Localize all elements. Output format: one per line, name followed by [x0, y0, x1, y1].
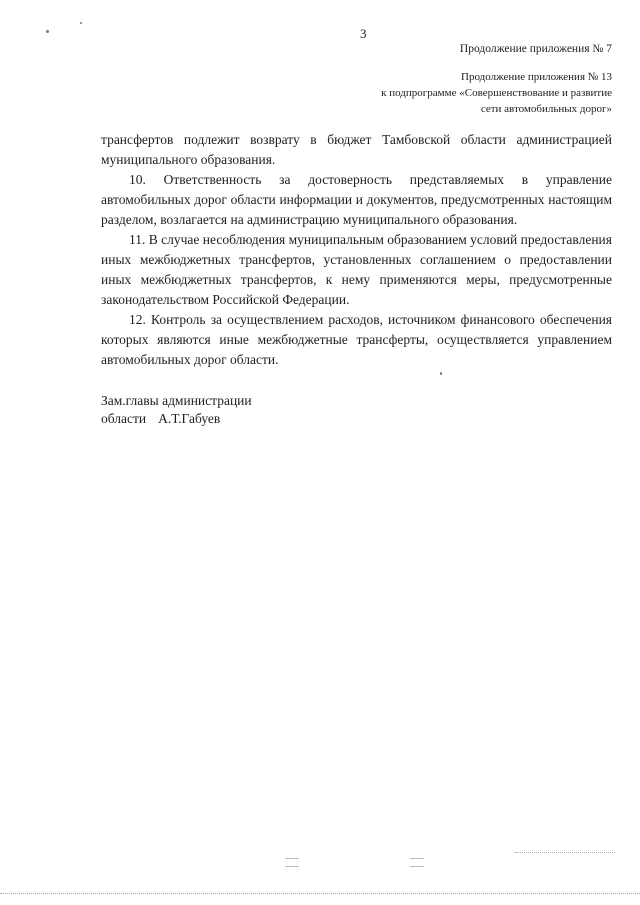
document-body [101, 130, 612, 370]
scan-noise-bottom [0, 893, 640, 895]
page-number: 3 [360, 26, 367, 41]
paragraph-10: 10. Ответственность за достоверность представляемых в управление автомобильных дорог области информации и документов, предусмотренных настоящим разделом, возлагается на администрацию муниципального образования. [101, 172, 612, 227]
scan-speck [46, 30, 49, 33]
scan-noise-mark [285, 858, 299, 859]
signature-position: Зам.главы администрации [101, 393, 252, 408]
scan-speck [440, 372, 442, 375]
scan-noise-mark [410, 866, 424, 867]
paragraph-12: 12. Контроль за осуществлением расходов, источником финансового обеспечения которых являются иные межбюджетные трансферты, осуществляется управлением автомобильных дорог области. [101, 312, 612, 367]
continuation-header-7: Продолжение приложения № 7 [459, 43, 612, 55]
scan-noise-mark [285, 866, 299, 867]
scan-noise-right [515, 852, 615, 854]
signature-name: А.Т.Габуев [158, 411, 221, 426]
scan-noise-mark [410, 858, 424, 859]
signature-line [101, 410, 252, 428]
signature-block [101, 392, 252, 428]
continuation-header-13: Продолжение приложения № 13 [461, 71, 612, 83]
subprogram-line-1: к подпрограмме «Совершенствование и развитие [381, 87, 612, 99]
paragraph-continuation: трансфертов подлежит возврату в бюджет Тамбовской области администрацией муниципального образования. [101, 132, 612, 167]
signature-region: области [101, 411, 147, 426]
subprogram-line-2: сети автомобильных дорог» [480, 103, 612, 115]
scan-speck [80, 22, 82, 24]
paragraph-11: 11. В случае несоблюдения муниципальным образованием условий предоставления иных межбюджетных трансфертов, установленных соглашением о предоставлении иных межбюджетных трансфертов, к нему применяются меры, предусмотренные законодательством Российской Федерации. [101, 232, 612, 307]
